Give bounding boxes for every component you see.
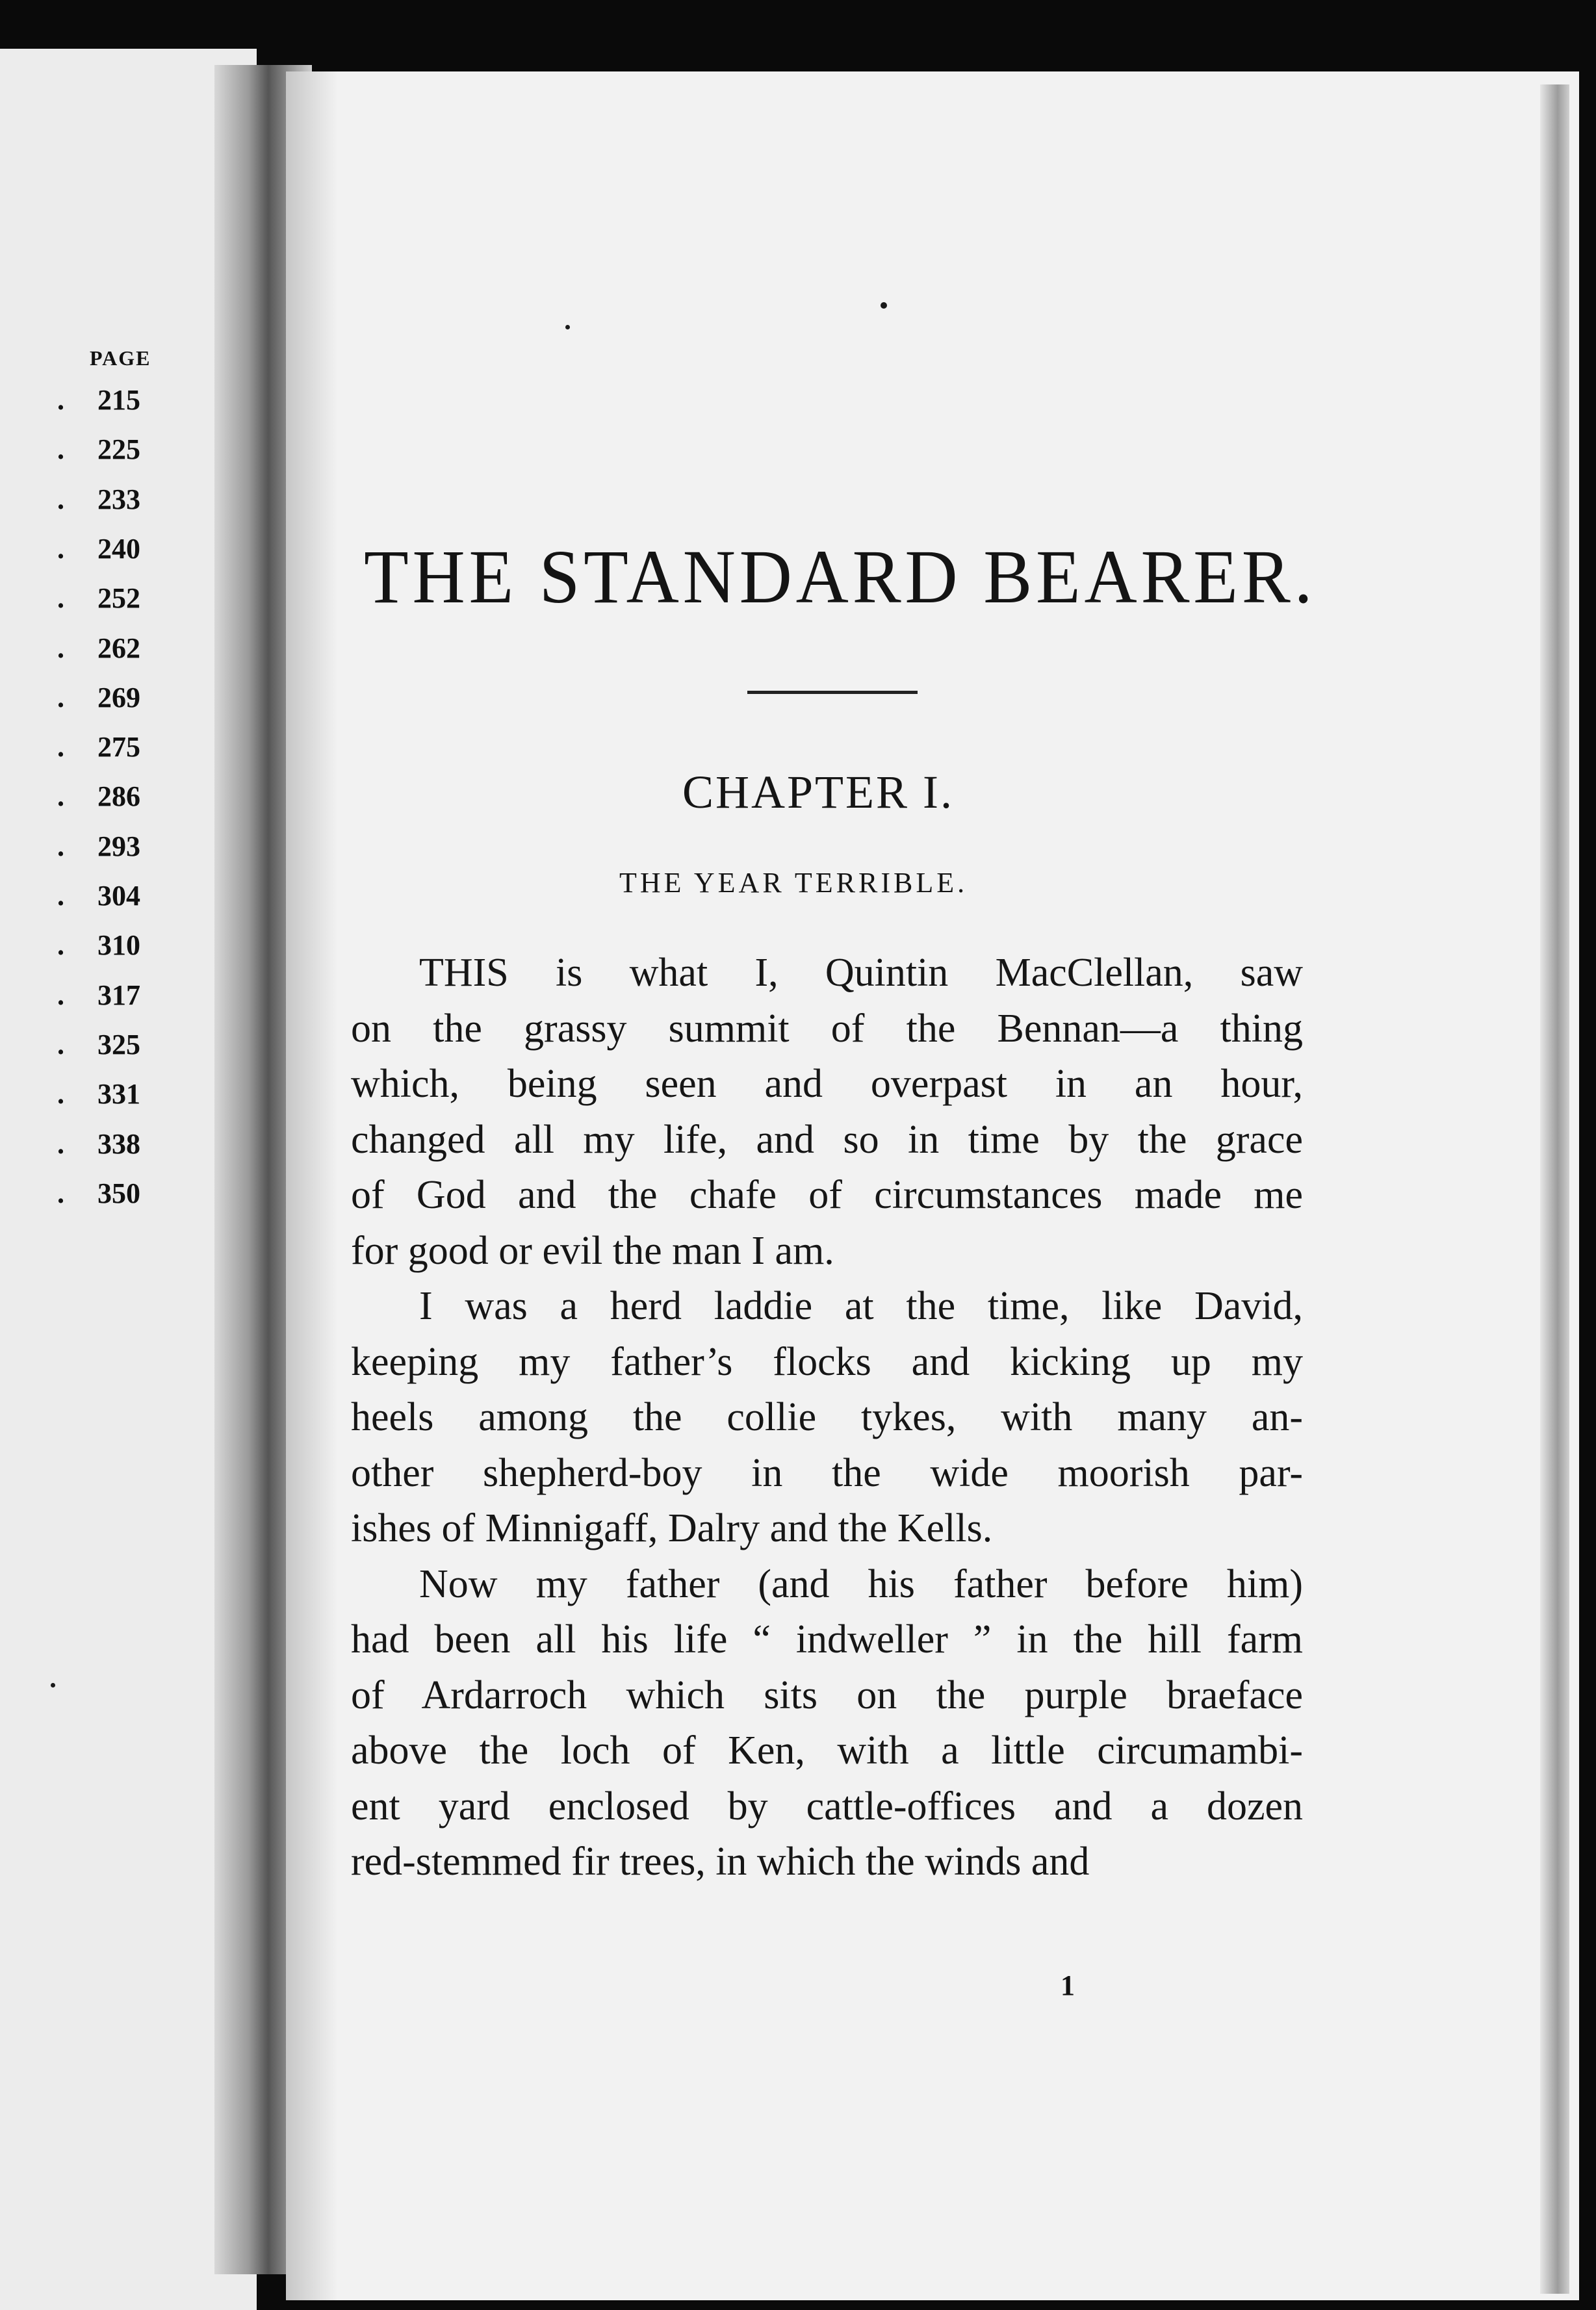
paragraph-line: of God and the chafe of circumstances made me	[351, 1173, 1303, 1217]
speck	[881, 302, 887, 309]
toc-row	[52, 681, 182, 720]
speck	[565, 325, 570, 329]
leader-dot: .	[57, 1127, 64, 1160]
toc-page-number: 317	[97, 979, 140, 1011]
toc-page-header: PAGE	[90, 346, 151, 370]
leader-dot: .	[57, 384, 64, 416]
toc-page-number: 293	[97, 830, 140, 862]
paragraph-first-line: I was a herd laddie at the time, like David,	[419, 1284, 1303, 1328]
paragraph-line: for good or evil the man I am.	[351, 1228, 834, 1273]
speck	[51, 1683, 55, 1688]
toc-row	[52, 483, 182, 522]
toc-page-number: 304	[97, 880, 140, 912]
leader-dot: .	[57, 582, 64, 615]
toc-page-number: 269	[97, 681, 140, 713]
gutter-shadow	[286, 71, 338, 2300]
paragraph-line: of Ardarroch which sits on the purple braeface	[351, 1673, 1303, 1717]
toc-row	[52, 780, 182, 819]
leader-dot: .	[57, 929, 64, 962]
toc-row	[52, 879, 182, 918]
toc-page-number: 350	[97, 1177, 140, 1209]
toc-page-number: 262	[97, 632, 140, 664]
paragraph-line: other shepherd-boy in the wide moorish par-	[351, 1450, 1303, 1495]
toc-page-number: 310	[97, 929, 140, 962]
paragraph-line: heels among the collie tykes, with many an-	[351, 1395, 1303, 1439]
paragraph-line: keeping my father’s flocks and kicking up my	[351, 1339, 1303, 1384]
title-rule	[747, 691, 918, 694]
leader-dot: .	[57, 1078, 64, 1110]
toc-page-number: 240	[97, 532, 140, 565]
paragraph-line: ent yard enclosed by cattle-offices and a dozen	[351, 1784, 1303, 1829]
leader-dot: .	[57, 880, 64, 912]
toc-row	[52, 1177, 182, 1216]
page-number: 1	[1061, 1970, 1075, 2001]
toc-row	[52, 433, 182, 472]
leader-dot: .	[57, 979, 64, 1011]
paragraph-first-line: Now my father (and his father before him)	[419, 1561, 1303, 1606]
toc-row	[52, 730, 182, 769]
toc-row	[52, 1028, 182, 1067]
paragraph-line: changed all my life, and so in time by the grace	[351, 1117, 1303, 1162]
toc-page-number: 275	[97, 731, 140, 764]
leader-dot: .	[57, 731, 64, 764]
paragraph-line: on the grassy summit of the Bennan—a thing	[351, 1006, 1303, 1051]
toc-page-number: 338	[97, 1127, 140, 1160]
paragraph-line: above the loch of Ken, with a little circumambi-	[351, 1728, 1303, 1773]
toc-row	[52, 632, 182, 671]
leader-dot: .	[57, 1028, 64, 1060]
paragraph-line: red-stemmed fir trees, in which the winds and	[351, 1840, 1090, 1884]
chapter-subtitle: THE YEAR TERRIBLE.	[619, 867, 968, 899]
toc-page-number: 252	[97, 582, 140, 615]
toc-row	[52, 1077, 182, 1116]
toc-row	[52, 582, 182, 621]
toc-page-number: 215	[97, 384, 140, 416]
paragraph-line: ishes of Minnigaff, Dalry and the Kells.	[351, 1506, 993, 1550]
leader-dot: .	[57, 830, 64, 862]
leader-dot: .	[57, 433, 64, 466]
toc-page-number: 286	[97, 780, 140, 813]
leader-dot: .	[57, 532, 64, 565]
toc-page-number: 325	[97, 1028, 140, 1060]
page-edges	[1540, 84, 1569, 2294]
leader-dot: .	[57, 681, 64, 713]
toc-row	[52, 830, 182, 869]
leader-dot: .	[57, 483, 64, 515]
toc-page-number: 233	[97, 483, 140, 515]
toc-row	[52, 979, 182, 1018]
toc-row	[52, 1127, 182, 1166]
toc-row	[52, 383, 182, 422]
paragraph-line: which, being seen and overpast in an hour,	[351, 1062, 1303, 1106]
chapter-heading: CHAPTER I.	[682, 766, 955, 818]
paragraph-first-line: THIS is what I, Quintin MacClellan, saw	[419, 951, 1303, 995]
leader-dot: .	[57, 1177, 64, 1209]
book-title: THE STANDARD BEARER.	[364, 534, 1317, 619]
paragraph-line: had been all his life “ indweller ” in the hill farm	[351, 1617, 1303, 1662]
toc-page-number: 225	[97, 433, 140, 466]
leader-dot: .	[57, 632, 64, 664]
toc-page-number: 331	[97, 1078, 140, 1110]
leader-dot: .	[57, 780, 64, 813]
toc-row	[52, 929, 182, 968]
toc-row	[52, 532, 182, 571]
